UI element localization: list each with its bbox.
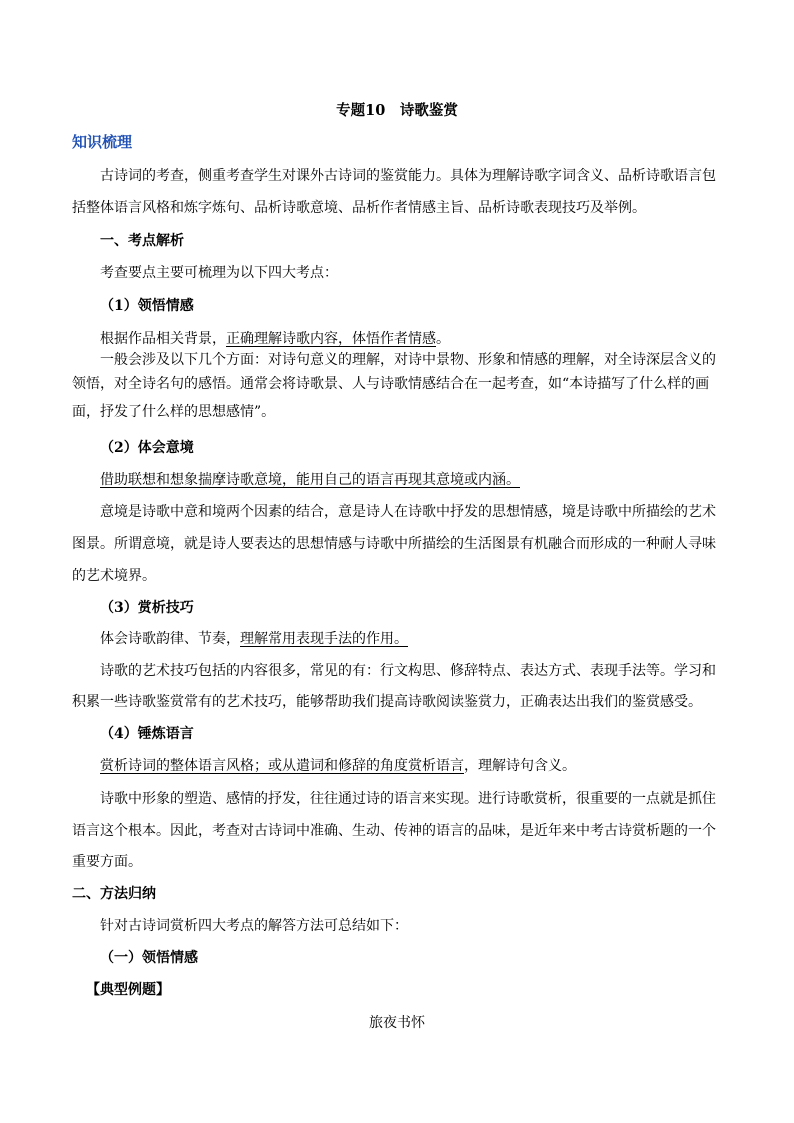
point-4-paragraph-line3: 重要方面。: [72, 854, 142, 870]
point-3-req-underlined: 理解常用表现手法的作用。: [240, 631, 408, 647]
point-2-paragraph-line1: 意境是诗歌中意和境两个因素的结合，意是诗人在诗歌中抒发的思想情感，境是诗歌中所描绘的艺术: [100, 504, 716, 520]
point-1-req-suffix: 。: [436, 331, 450, 347]
heading-point-2: （2）体会意境: [100, 440, 194, 456]
paragraph-intro-line1: 古诗词的考查，侧重考查学生对课外古诗词的鉴赏能力。具体为理解诗歌字词含义、品析诗歌语言包: [100, 168, 716, 184]
point-1-paragraph-line2: 领悟，对全诗名句的感悟。通常会将诗歌景、人与诗歌情感结合在一起考查，如“本诗描写了什么样的画: [72, 376, 710, 392]
poem-title: 旅夜书怀: [369, 1015, 425, 1031]
point-2-paragraph-line2: 图景。所谓意境，就是诗人要表达的思想情感与诗歌中所描绘的生活图景有机融合而形成的一种耐人寻味: [72, 536, 716, 552]
heading-kaodian: 一、考点解析: [100, 233, 184, 249]
page-title: 专题10 诗歌鉴赏: [336, 102, 458, 119]
paragraph-kaodian: 考查要点主要可梳理为以下四大考点：: [100, 265, 338, 281]
point-1-req-prefix: 根据作品相关背景，: [100, 331, 226, 347]
paragraph-intro-line2: 括整体语言风格和炼字炼句、品析诗歌意境、品析作者情感主旨、品析诗歌表现技巧及举例。: [72, 200, 646, 216]
point-3-req-prefix: 体会诗歌韵律、节奏，: [100, 631, 240, 647]
point-4-paragraph-line2: 语言这个根本。因此，考查对古诗词中准确、生动、传神的语言的品味，是近年来中考古诗赏析题的一个: [72, 823, 716, 839]
point-2-paragraph-line3: 的艺术境界。: [72, 568, 156, 584]
point-4-requirement: [100, 756, 576, 776]
heading-point-3: （3）赏析技巧: [100, 600, 194, 616]
heading-typical-example: 【典型例题】: [86, 982, 170, 998]
point-1-requirement: [100, 329, 450, 349]
point-3-requirement: [100, 629, 408, 649]
point-1-paragraph-line3: 面，抒发了什么样的思想感情”。: [72, 404, 276, 420]
point-1-req-underlined: 正确理解诗歌内容，体悟作者情感: [226, 331, 436, 347]
point-4-paragraph-line1: 诗歌中形象的塑造、感情的抒发，往往通过诗的语言来实现。进行诗歌赏析，很重要的一点就是抓住: [100, 791, 716, 807]
point-3-paragraph-line2: 积累一些诗歌鉴赏常有的艺术技巧，能够帮助我们提高诗歌阅读鉴赏力，正确表达出我们的鉴赏感受。: [72, 694, 702, 710]
point-2-requirement: 借助联想和想象揣摩诗歌意境，能用自己的语言再现其意境或内涵。: [100, 472, 520, 488]
heading-point-1: （1）领悟情感: [100, 298, 194, 314]
heading-fangfa: 二、方法归纳: [72, 886, 156, 902]
point-3-paragraph-line1: 诗歌的艺术技巧包括的内容很多，常见的有：行文构思、修辞特点、表达方式、表现手法等。学习和: [100, 663, 716, 679]
section-heading-knowledge: 知识梳理: [72, 133, 133, 151]
point-1-paragraph-line1: 一般会涉及以下几个方面：对诗句意义的理解，对诗中景物、形象和情感的理解，对全诗深层含义的: [100, 352, 716, 368]
heading-point-4: （4）锤炼语言: [100, 726, 194, 742]
paragraph-fangfa: 针对古诗词赏析四大考点的解答方法可总结如下：: [100, 918, 408, 934]
point-4-req-underlined: 赏析诗词的整体语言风格；或从遣词和修辞的角度赏析语言: [100, 758, 464, 774]
heading-method-1: （一）领悟情感: [100, 950, 198, 966]
point-4-req-suffix: ，理解诗句含义。: [464, 758, 576, 774]
